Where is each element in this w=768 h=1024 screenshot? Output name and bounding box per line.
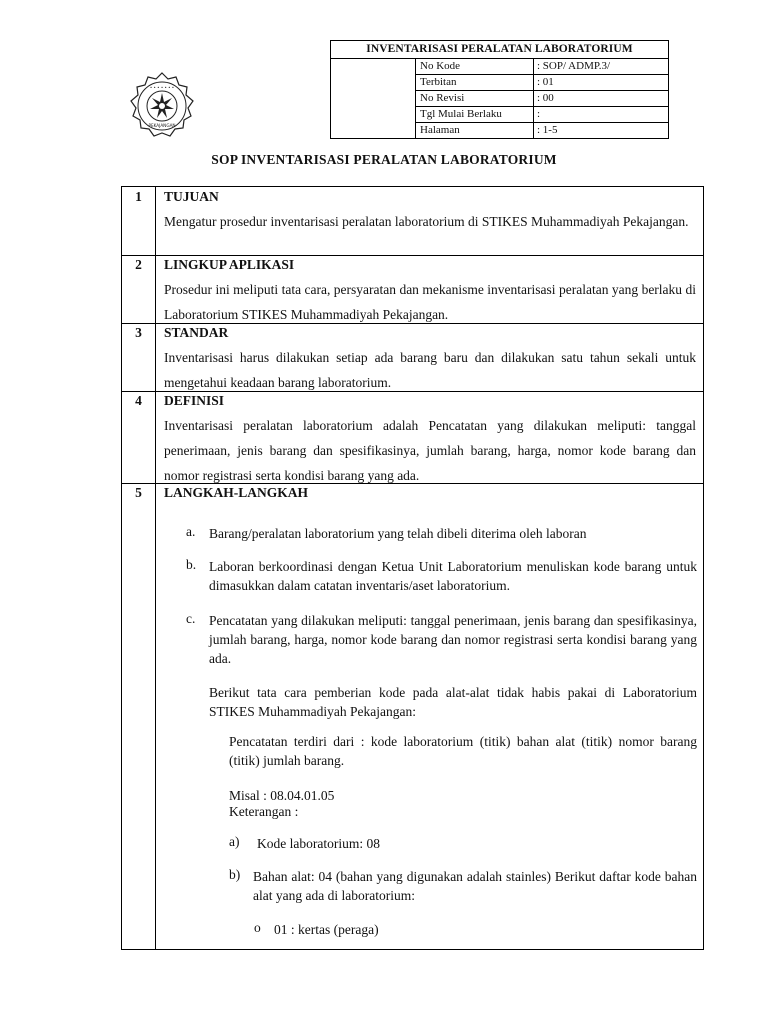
list-item: Kode laboratorium: 08 [257, 836, 380, 851]
section-title: DEFINISI [164, 393, 225, 408]
section-number: 5 [135, 485, 142, 500]
list-item: Pencatatan yang dilakukan meliputi: tanggal penerimaan, jenis barang dan spesifikasinya, jumlah barang, harga, nomor kode barang dan nomor registrasi serta kondisi barang yang ada. [209, 613, 697, 666]
document-title: SOP INVENTARISASI PERALATAN LABORATORIUM [211, 152, 557, 167]
list-item: Bahan alat: 04 (bahan yang digunakan adalah stainles) Berikut daftar kode bahan alat yang ada di laboratorium: [253, 869, 697, 903]
header-row [416, 91, 668, 107]
section-text: Mengatur prosedur inventarisasi peralatan laboratorium di STIKES Muhammadiyah Pekajangan. [164, 214, 689, 229]
header-table [330, 40, 669, 139]
section-title: LINGKUP APLIKASI [164, 257, 295, 272]
header-key: No Revisi [416, 91, 534, 106]
header-value: : 00 [537, 92, 554, 104]
header-key: Halaman [416, 123, 534, 138]
section-title: TUJUAN [164, 189, 219, 204]
header-row [416, 123, 668, 138]
header-value: : [537, 108, 541, 120]
header-logo-cell [331, 59, 416, 138]
header-key: No Kode [416, 59, 534, 74]
section-number: 4 [135, 393, 142, 408]
list-marker: b. [186, 557, 197, 572]
list-marker: a. [186, 524, 196, 539]
section-text: Prosedur ini meliputi tata cara, persyaratan dan mekanisme inventarisasi peralatan yang berlaku di Laboratorium STIKES Muhammadiyah Pekajangan. [164, 282, 696, 322]
row-divider [122, 255, 703, 256]
section-title: STANDAR [164, 325, 229, 340]
pencatatan-format: Pencatatan terdiri dari : kode laboratorium (titik) bahan alat (titik) nomor barang (titik) jumlah barang. [229, 734, 697, 768]
section-text: Inventarisasi peralatan laboratorium adalah Pencatatan yang dilakukan meliputi: tanggal penerimaan, jenis barang dan spesifikasinya, jumlah barang, harga, nomor kode barang dan nomor registrasi serta kondisi barang yang ada. [164, 418, 696, 483]
list-marker: a) [229, 834, 240, 849]
header-value: : SOP/ ADMP.3/ [537, 60, 611, 72]
section-text: Inventarisasi harus dilakukan setiap ada barang baru dan dilakukan satu tahun sekali untuk mengetahui keadaan barang laboratorium. [164, 350, 696, 390]
header-row [416, 107, 668, 123]
header-title: INVENTARISASI PERALATAN LABORATORIUM [331, 41, 668, 59]
svg-text:• • • • • • •: • • • • • • • [149, 85, 175, 90]
list-item: Laboran berkoordinasi dengan Ketua Unit Laboratorium menuliskan kode barang untuk dimasukkan dalam catatan inventaris/aset laboratorium. [209, 559, 697, 593]
bullet-marker: o [254, 920, 261, 935]
section-number: 3 [135, 325, 142, 340]
example-code: Misal : 08.04.01.05 [229, 788, 335, 803]
column-divider [155, 187, 156, 949]
header-row [416, 59, 668, 75]
list-marker: b) [229, 867, 241, 882]
keterangan-label: Keterangan : [229, 804, 299, 819]
list-marker: c. [186, 611, 196, 626]
header-key: Tgl Mulai Berlaku [416, 107, 534, 122]
section-number: 2 [135, 257, 142, 272]
header-row [416, 75, 668, 91]
header-value: : 01 [537, 76, 554, 88]
code-intro: Berikut tata cara pemberian kode pada alat-alat tidak habis pakai di Laboratorium STIKES Muhammadiyah Pekajangan: [209, 685, 697, 719]
section-number: 1 [135, 189, 142, 204]
sop-table [121, 186, 704, 950]
section-title: LANGKAH-LANGKAH [164, 485, 309, 500]
svg-text:PEKAJANGAN: PEKAJANGAN [148, 123, 176, 128]
stikes-logo [118, 72, 206, 140]
header-value: : 1-5 [537, 124, 558, 136]
header-key: Terbitan [416, 75, 534, 90]
list-item: 01 : kertas (peraga) [274, 922, 379, 937]
list-item: Barang/peralatan laboratorium yang telah dibeli diterima oleh laboran [209, 526, 587, 541]
